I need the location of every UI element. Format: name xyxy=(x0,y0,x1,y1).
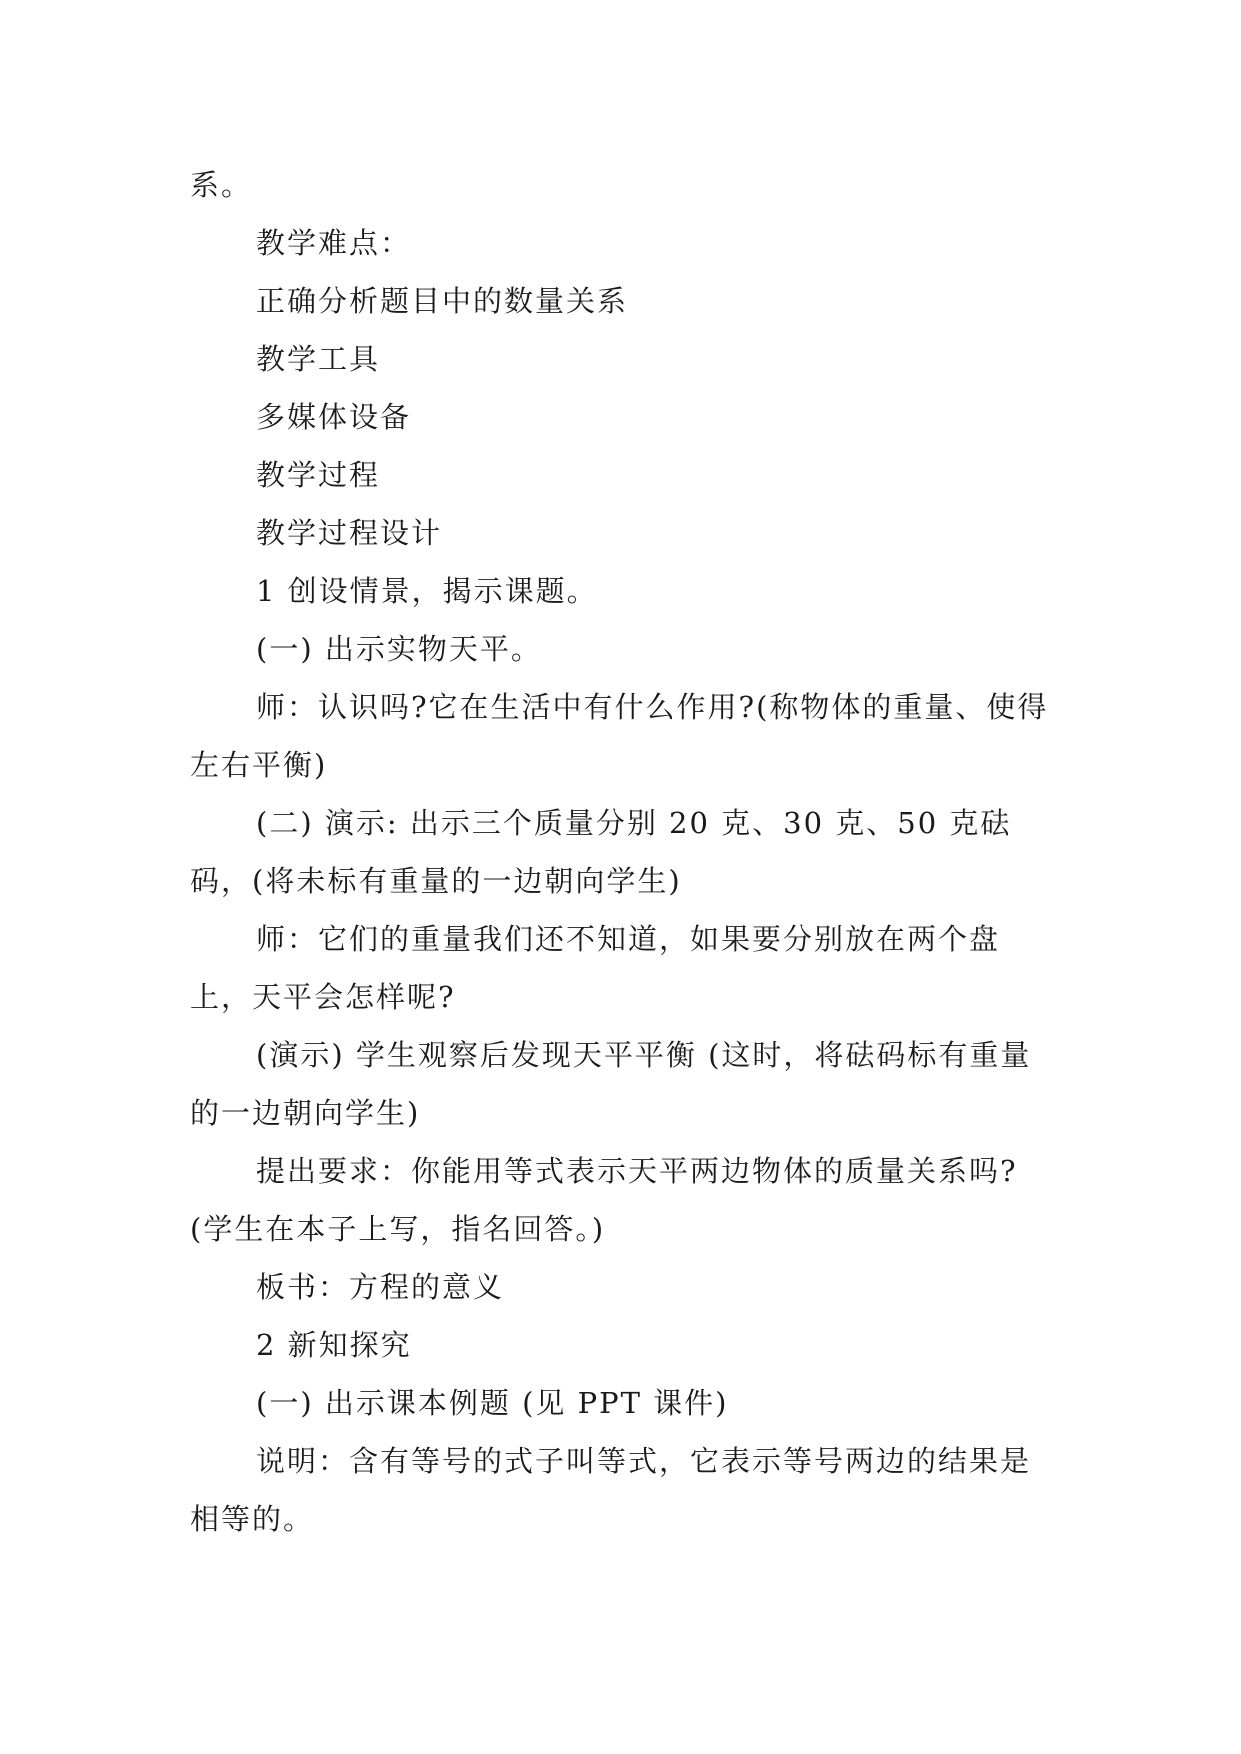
section-2-heading: 2 新知探究 xyxy=(256,1328,412,1362)
heading-teaching-tools: 教学工具 xyxy=(256,342,381,376)
section-1-heading: 1 创设情景，揭示课题。 xyxy=(256,574,598,608)
paragraph-continuation: 系。 xyxy=(190,168,253,202)
paragraph-difficulty-content: 正确分析题目中的数量关系 xyxy=(256,284,629,318)
subsection-1-1: (一) 出示实物天平。 xyxy=(256,632,542,666)
heading-teaching-difficulty: 教学难点： xyxy=(256,226,412,260)
paragraph-blackboard: 板书：方程的意义 xyxy=(256,1270,505,1304)
subsection-1-2: (二) 演示: 出示三个质量分别 20 克、30 克、50 克砝码，(将未标有重量的一边朝向学生) xyxy=(190,806,1012,898)
heading-process-design: 教学过程设计 xyxy=(256,516,443,550)
paragraph-requirement: 提出要求：你能用等式表示天平两边物体的质量关系吗?(学生在本子上写，指名回答。) xyxy=(190,1154,1018,1246)
paragraph-teacher-question-1: 师：认识吗?它在生活中有什么作用?(称物体的重量、使得左右平衡) xyxy=(190,690,1049,782)
heading-teaching-process: 教学过程 xyxy=(256,458,381,492)
paragraph-tools-content: 多媒体设备 xyxy=(256,400,412,434)
subsection-2-1: (一) 出示课本例题 (见 PPT 课件) xyxy=(256,1386,729,1420)
paragraph-explanation: 说明：含有等号的式子叫等式，它表示等号两边的结果是相等的。 xyxy=(190,1444,1032,1536)
paragraph-demonstration: (演示) 学生观察后发现天平平衡 (这时，将砝码标有重量的一边朝向学生) xyxy=(190,1038,1032,1130)
paragraph-teacher-question-2: 师：它们的重量我们还不知道，如果要分别放在两个盘上，天平会怎样呢? xyxy=(190,922,1001,1014)
